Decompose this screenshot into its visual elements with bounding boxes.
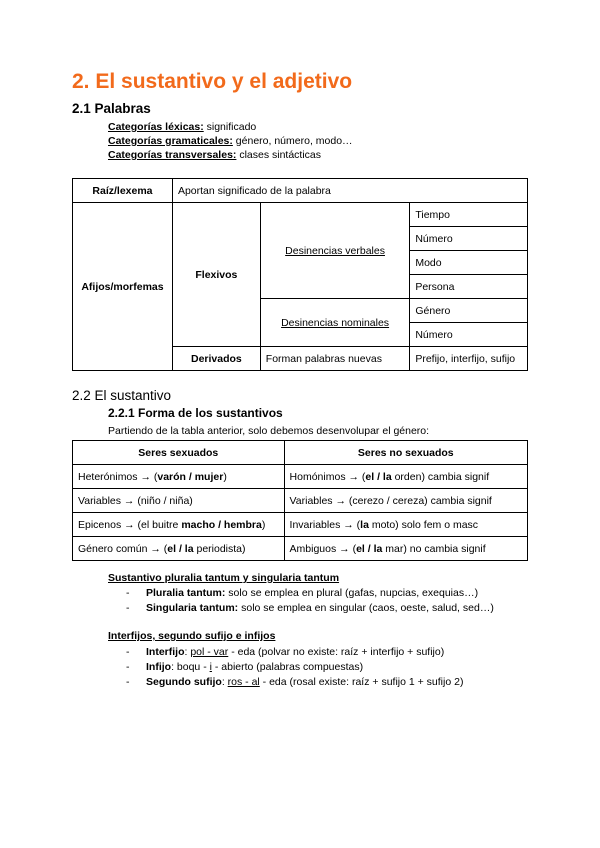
- cell-text: Variables → (niño / niña): [78, 494, 193, 507]
- table-cell: [284, 465, 527, 489]
- item-text: : boqu -: [171, 661, 210, 673]
- table-cell: [73, 465, 285, 489]
- item-underlined: i: [209, 661, 212, 673]
- table-cell: [73, 489, 285, 513]
- item-text: - eda (polvar no existe: raíz + interfijo + sufijo): [228, 646, 445, 658]
- cell-text: ): [223, 470, 227, 483]
- category-text: género, número, modo…: [232, 135, 353, 147]
- table-cell: [73, 537, 285, 561]
- desinencias-verbales-cell: Desinencias verbales: [260, 203, 410, 299]
- cell-bold: varón / mujer: [157, 470, 224, 483]
- nominal-item: Número: [410, 323, 528, 347]
- item-text: - abierto (palabras compuestas): [211, 661, 364, 673]
- cell-text: Variables → (cerezo / cereza) cambia signif: [289, 494, 492, 507]
- cell-text: Epicenos → (el buitre: [78, 518, 182, 531]
- item-text: :: [221, 676, 228, 688]
- table-cell: [284, 489, 527, 513]
- item-label: Infijo: [146, 661, 172, 673]
- table-cell: [284, 537, 527, 561]
- cell-text: Género común → (: [78, 542, 168, 555]
- column-header: Seres no sexuados: [284, 441, 527, 465]
- intro-text: Partiendo de la tabla anterior, solo debemos desenvolupar el género:: [108, 425, 430, 437]
- cell-bold: macho / hembra: [181, 518, 262, 531]
- list-item: [126, 646, 444, 658]
- bullet-dash: -: [126, 676, 130, 688]
- cell-text: Homónimos → (: [289, 470, 366, 483]
- item-label: Segundo sufijo: [146, 676, 222, 688]
- item-text: solo se emplea en plural (gafas, nupcias, exequias…): [225, 587, 479, 599]
- item-label: Singularia tantum:: [146, 602, 239, 614]
- bullet-dash: -: [126, 661, 130, 673]
- table-cell: [73, 513, 285, 537]
- item-text: solo se emplea en singular (caos, oeste, salud, sed…): [238, 602, 494, 614]
- flexivos-cell: Flexivos: [172, 203, 260, 347]
- gender-table: [72, 440, 528, 561]
- bullet-dash: -: [126, 587, 130, 599]
- page-title: 2. El sustantivo y el adjetivo: [72, 70, 353, 93]
- item-text: :: [184, 646, 191, 658]
- raiz-cell: Raíz/lexema: [73, 179, 173, 203]
- cell-text: mar) no cambia signif: [382, 542, 486, 555]
- category-label: Categorías léxicas:: [108, 121, 204, 133]
- category-label: Categorías gramaticales:: [108, 135, 233, 147]
- list-item: [126, 602, 494, 614]
- interfijos-heading: Interfijos, segundo sufijo e infijos: [108, 630, 276, 642]
- item-underlined: ros - al: [227, 676, 260, 688]
- cell-text: ): [261, 518, 266, 531]
- cell-bold: el / la: [356, 542, 383, 555]
- cell-text: moto) solo fem o masc: [368, 518, 479, 531]
- category-line: [108, 121, 256, 133]
- item-label: Interfijo: [146, 646, 185, 658]
- category-line: [108, 135, 353, 147]
- bullet-dash: -: [126, 602, 130, 614]
- morphology-table: [72, 178, 528, 371]
- verbal-item: Tiempo: [410, 203, 528, 227]
- cell-text: orden) cambia signif: [391, 470, 490, 483]
- derivados-tipos-cell: Prefijo, interfijo, sufijo: [410, 347, 528, 371]
- list-item: [126, 661, 363, 673]
- cell-bold: el / la: [167, 542, 194, 555]
- column-header: Seres sexuados: [73, 441, 285, 465]
- derivados-desc-cell: Forman palabras nuevas: [260, 347, 410, 371]
- bullet-dash: -: [126, 646, 130, 658]
- list-item: [126, 587, 478, 599]
- derivados-cell: Derivados: [172, 347, 260, 371]
- pluralia-heading: Sustantivo pluralia tantum y singularia tantum: [108, 572, 340, 584]
- category-label: Categorías transversales:: [108, 149, 237, 161]
- item-label: Pluralia tantum:: [146, 587, 226, 599]
- item-underlined: pol - var: [190, 646, 229, 658]
- afijos-cell: Afijos/morfemas: [73, 203, 173, 371]
- verbal-item: Persona: [410, 275, 528, 299]
- cell-bold: el / la: [365, 470, 392, 483]
- section-heading-palabras: 2.1 Palabras: [72, 101, 151, 116]
- desinencias-nominales-cell: Desinencias nominales: [260, 299, 410, 347]
- table-cell: [284, 513, 527, 537]
- category-line: [108, 149, 321, 161]
- cell-text: Invariables → (: [289, 518, 361, 531]
- cell-text: periodista): [193, 542, 246, 555]
- verbal-item: Número: [410, 227, 528, 251]
- cell-bold: la: [360, 518, 369, 531]
- category-text: clases sintácticas: [236, 149, 322, 161]
- item-text: - eda (rosal existe: raíz + sufijo 1 + sufijo 2): [259, 676, 464, 688]
- raiz-desc-cell: Aportan significado de la palabra: [172, 179, 527, 203]
- list-item: [126, 676, 463, 688]
- cell-text: Ambiguos → (: [289, 542, 357, 555]
- verbal-item: Modo: [410, 251, 528, 275]
- category-text: significado: [203, 121, 257, 133]
- nominal-item: Género: [410, 299, 528, 323]
- subsection-heading: 2.2.1 Forma de los sustantivos: [108, 406, 283, 420]
- section-heading-sustantivo: 2.2 El sustantivo: [72, 388, 172, 403]
- cell-text: Heterónimos → (: [78, 470, 158, 483]
